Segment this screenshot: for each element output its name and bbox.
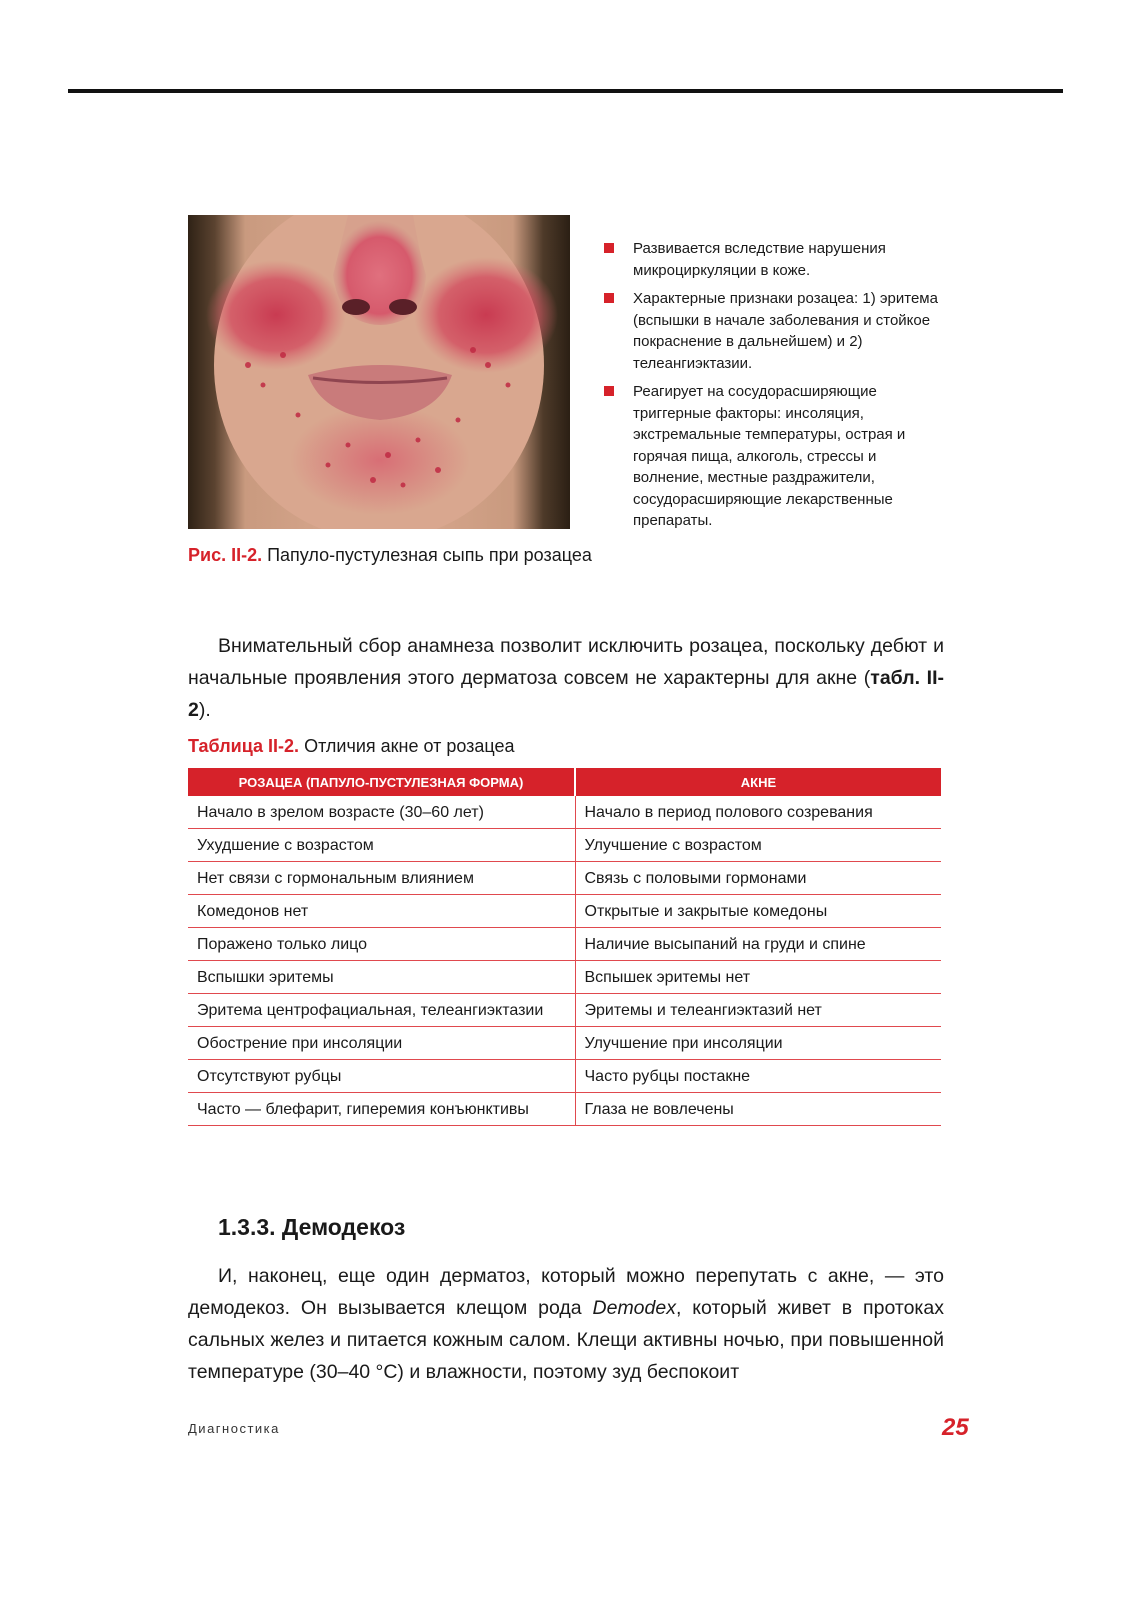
running-footer: Диагностика	[188, 1421, 280, 1436]
face-photo-illustration	[188, 215, 570, 529]
page-number: 25	[942, 1414, 969, 1441]
section-heading: 1.3.3. Демодекоз	[218, 1214, 406, 1240]
table-label: Таблица II-2.	[188, 736, 300, 756]
figure-bullet: Реагирует на сосудорасширяющие триггерные факторы: инсоляция, экстремальные температуры, острая и горячая пища, алкоголь, стрессы и волнение, местные раздражители, сосудорасширяющие лекарственные препараты.	[604, 381, 944, 532]
genus-name: Demodex	[592, 1297, 676, 1319]
cell-acne: Улучшение при инсоляции	[575, 1027, 941, 1060]
cell-acne: Вспышек эритемы нет	[575, 961, 941, 994]
figure-photo	[188, 215, 570, 529]
table-title-text: Отличия акне от розацеа	[304, 736, 515, 756]
section-paragraph: И, наконец, еще один дерматоз, который можно перепутать с акне, — это демодекоз. Он вызывается клещом рода Demodex, который живет в протоках сальных желез и питается кожным салом. Клещи активны ночью, при повышенной температуре (30–40 °С) и влажности, поэтому зуд беспокоит	[188, 1265, 944, 1383]
column-header-rosacea: РОЗАЦЕА (ПАПУЛО-ПУСТУЛЕЗНАЯ ФОРМА)	[188, 768, 575, 796]
cell-acne: Улучшение с возрастом	[575, 829, 941, 862]
table-row	[188, 961, 941, 994]
cell-acne: Наличие высыпаний на груди и спине	[575, 928, 941, 961]
cell-acne: Начало в период полового созревания	[575, 796, 941, 829]
figure-bullet: Развивается вследствие нарушения микроциркуляции в коже.	[604, 238, 944, 281]
cell-acne: Открытые и закрытые комедоны	[575, 895, 941, 928]
figure-caption-text: Папуло-пустулезная сыпь при розацеа	[267, 545, 592, 565]
table-row	[188, 1027, 941, 1060]
table-row	[188, 862, 941, 895]
cell-acne: Связь с половыми гормонами	[575, 862, 941, 895]
table-row	[188, 1093, 941, 1126]
figure-bullet-list	[604, 238, 944, 539]
table-reference: табл. II-2	[188, 667, 944, 721]
table-header-row	[188, 768, 941, 796]
bullet-square-icon	[604, 386, 614, 396]
cell-rosacea: Часто — блефарит, гиперемия конъюнктивы	[188, 1093, 575, 1126]
cell-rosacea: Нет связи с гормональным влиянием	[188, 862, 575, 895]
cell-acne: Эритемы и телеангиэктазий нет	[575, 994, 941, 1027]
cell-rosacea: Отсутствуют рубцы	[188, 1060, 575, 1093]
header-rule	[68, 89, 1063, 93]
figure-bullet: Характерные признаки розацеа: 1) эритема (вспышки в начале заболевания и стойкое покраснение в дальнейшем) и 2) телеангиэктазии.	[604, 288, 944, 374]
cell-acne: Часто рубцы постакне	[575, 1060, 941, 1093]
table-caption	[188, 734, 515, 758]
cell-rosacea: Начало в зрелом возрасте (30–60 лет)	[188, 796, 575, 829]
cell-rosacea: Эритема центрофациальная, телеангиэктазии	[188, 994, 575, 1027]
table-row	[188, 829, 941, 862]
comparison-table	[188, 768, 941, 1126]
cell-rosacea: Обострение при инсоляции	[188, 1027, 575, 1060]
table-row	[188, 796, 941, 829]
cell-rosacea: Ухудшение с возрастом	[188, 829, 575, 862]
intro-paragraph: Внимательный сбор анамнеза позволит исключить розацеа, поскольку дебют и начальные проявления этого дерматоза совсем не характерны для акне (табл. II-2).	[188, 635, 944, 721]
table-row	[188, 928, 941, 961]
cell-rosacea: Поражено только лицо	[188, 928, 575, 961]
table-row	[188, 895, 941, 928]
figure-caption	[188, 543, 592, 567]
cell-rosacea: Комедонов нет	[188, 895, 575, 928]
cell-acne: Глаза не вовлечены	[575, 1093, 941, 1126]
cell-rosacea: Вспышки эритемы	[188, 961, 575, 994]
bullet-square-icon	[604, 243, 614, 253]
table-row	[188, 1060, 941, 1093]
table-row	[188, 994, 941, 1027]
bullet-square-icon	[604, 293, 614, 303]
figure-label: Рис. II-2.	[188, 545, 263, 565]
column-header-acne: АКНЕ	[575, 768, 941, 796]
